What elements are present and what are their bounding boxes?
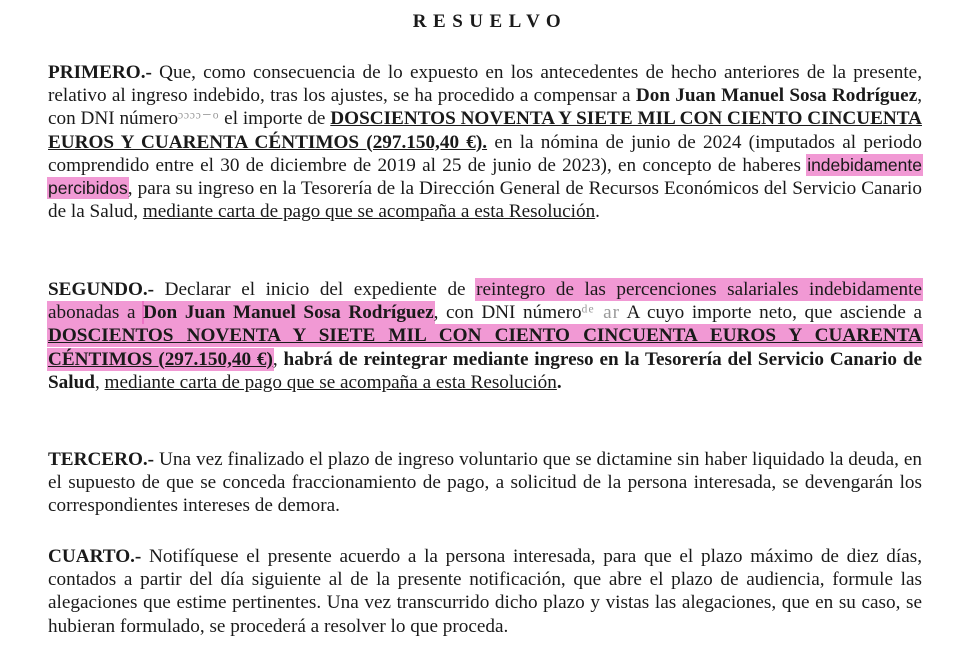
paragraph-text: A cuyo importe neto, que asciende a [620,302,922,324]
paragraph-text: , [272,348,284,370]
paragraph-text: Notifíquese el presente acuerdo a la persona interesada, para que el plazo máximo de diez días, contados a partir del día siguiente al de la presente notificación, que abre el plazo de audiencia, formule las alegaciones que estime pertinentes. Una vez transcurrido dicho plazo y vistas las alegaciones, que en su caso, se hubieran formulado, se procederá a resolver lo que proceda. [48,546,922,637]
paragraph-text: , para su ingreso en la Tesorería de la Dirección General de Recursos Económicos del Servicio Canario de la Salud, [48,178,922,223]
person-name: Don Juan Manuel Sosa Rodríguez [635,85,918,107]
amount-text: DOSCIENTOS NOVENTA Y SIETE MIL CON CIENTO CINCUENTA EUROS Y CUARENTA CÉNTIMOS (297.150,40 €). [48,108,922,153]
paragraph-text: Una vez finalizado el plazo de ingreso voluntario que se dictamine sin haber liquidado la deuda, en el supuesto de que se conceda fraccionamiento de pago, a solicitud de la persona interesada, se devengarán los correspondientes intereses de demora. [48,449,922,517]
paragraph-label: CUARTO.- [48,546,142,567]
redacted-dni: ᵈᵉ ar [581,302,621,324]
paragraph-cuarto [48,545,922,638]
person-name: Don Juan Manuel Sosa Rodríguez [143,302,434,324]
paragraph-text: Declarar el inicio del expediente de [154,279,477,300]
paragraph-tercero [48,448,922,518]
paragraph-text: . [595,201,600,223]
paragraph-text: el importe de [219,108,331,130]
page-title: RESUELVO [412,11,568,32]
paragraph-text: , [94,371,105,393]
highlighted-text: indebidamente percibidos [48,154,922,199]
paragraph-label: SEGUNDO.- [48,279,155,300]
paragraph-label: PRIMERO.- [48,62,152,83]
paragraph-text: , con DNI número [48,85,923,130]
paragraph-text: , con DNI número [433,302,582,324]
amount-text: DOSCIENTOS NOVENTA Y SIETE MIL CON CIENTO CINCUENTA EUROS Y CUARENTA CÉNTIMOS (297.150,40 €) [48,325,922,370]
paragraph-text: . [556,371,562,393]
highlighted-text: reintegro de las percenciones salariales indebidamente abonadas a [48,279,922,324]
paragraph-segundo [48,278,922,394]
paragraph-text: en la nómina de junio de 2024 (imputados al periodo comprendido entre el 30 de diciembre de 2019 al 25 de junio de 2023), en concepto de haberes [48,131,922,176]
paragraph-text: Que, como consecuencia de lo expuesto en los antecedentes de hecho anteriores de la presente, relativo al ingreso indebido, tras los ajustes, se ha procedido a compensar a [48,62,922,107]
bold-text: habrá de reintegrar mediante ingreso en la Tesorería del Servicio Canario de Salud [48,348,923,393]
redacted-dni: ᵓᵓᵓᵓ⁻ᵒ [178,108,220,130]
underlined-text: mediante carta de pago que se acompaña a esta Resolución [142,201,596,223]
paragraph-primero [48,61,922,223]
underlined-text: mediante carta de pago que se acompaña a esta Resolución [104,371,557,393]
paragraph-label: TERCERO.- [48,449,155,470]
